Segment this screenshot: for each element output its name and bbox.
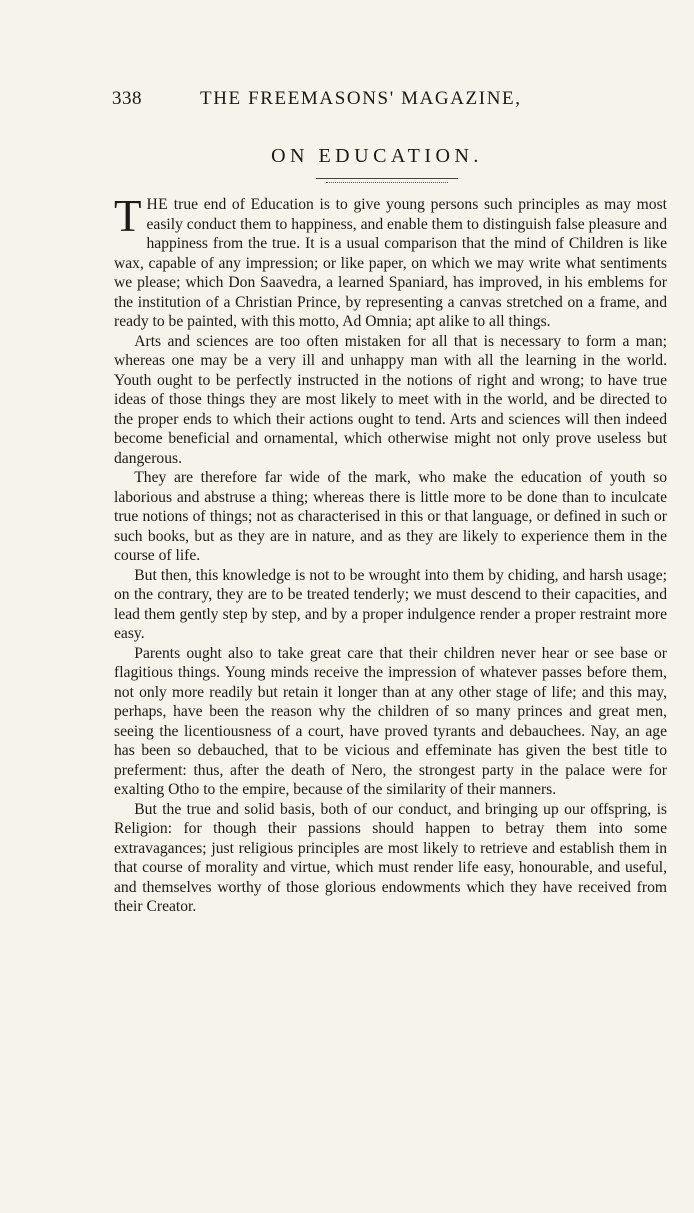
paragraph-1-text: true end of Education is to give young persons such principles as may most easily conduct them to happiness, and enable them to distinguish false pleasure and happiness from the true. It is a usual comparison that the mind of Children is like wax, capable of any impression; or like paper, on which we may write what sentiments we please; which Don Saavedra, a learned Spaniard, has improved, in his emblems for the institution of a Christian Prince, by representing a canvas stretched on a frame, and ready to be painted, with this motto, Ad Omnia; apt alike to all things. <box>114 196 667 330</box>
paragraph-4: But then, this knowledge is not to be wrought into them by chiding, and harsh usage; on the contrary, they are to be treated tenderly; we must descend to their capacities, and lead them gently step by step, and by a proper indulgence render a proper restraint more easy. <box>114 566 667 642</box>
paragraph-3: They are therefore far wide of the mark, who make the education of youth so laborious and abstruse a thing; whereas there is little more to be done than to inculcate true notions of things; not as characterised in this or that language, or defined in such or such books, but as they are in nature, and as they are likely to experience them in the course of life. <box>114 469 667 564</box>
running-head <box>112 88 672 118</box>
paragraph-5: Parents ought also to take great care that their children never hear or see base or flagitious things. Young minds receive the impression of whatever passes before them, not only more readily but retain it longer than at any other stage of life; and this may, perhaps, have been the reason why the children of so many princes and great men, seeing the licentiousness of a court, have proved tyrants and debauchees. Nay, an age has been so debauched, that to be vicious and effeminate has given the best title to preferment: thus, after the death of Nero, the strongest party in the palace were for exalting Otho to the empire, because of the similarity of their manners. <box>114 644 667 798</box>
title-divider <box>316 178 458 184</box>
paragraph-6: But the true and solid basis, both of our conduct, and bringing up our offspring, is Religion: for though their passions should happen to betray them into some extravagances; just religious principles are most likely to retrieve and establish them in that course of morality and virtue, which must render life easy, honourable, and useful, and themselves worthy of those glorious endowments which they have received from their Creator. <box>114 800 667 915</box>
running-title: THE FREEMASONS' MAGAZINE, <box>200 88 522 109</box>
page-number: 338 <box>112 88 142 109</box>
first-word-rest: HE <box>146 196 169 213</box>
drop-cap: T <box>114 191 142 241</box>
article-body <box>114 191 667 917</box>
paragraph-2: Arts and sciences are too often mistaken for all that is necessary to form a man; whereas one may be a very ill and unhappy man with all the learning in the world. Youth ought to be perfectly instructed in the notions of right and wrong; to have true ideas of those things they are most likely to meet with in the world, and be directed to the proper ends to which their actions ought to tend. Arts and sciences will then indeed become beneficial and ornamental, which otherwise might not only prove useless but dangerous. <box>114 332 667 467</box>
paragraph-1 <box>114 191 667 332</box>
article-title: ON EDUCATION. <box>271 145 483 167</box>
